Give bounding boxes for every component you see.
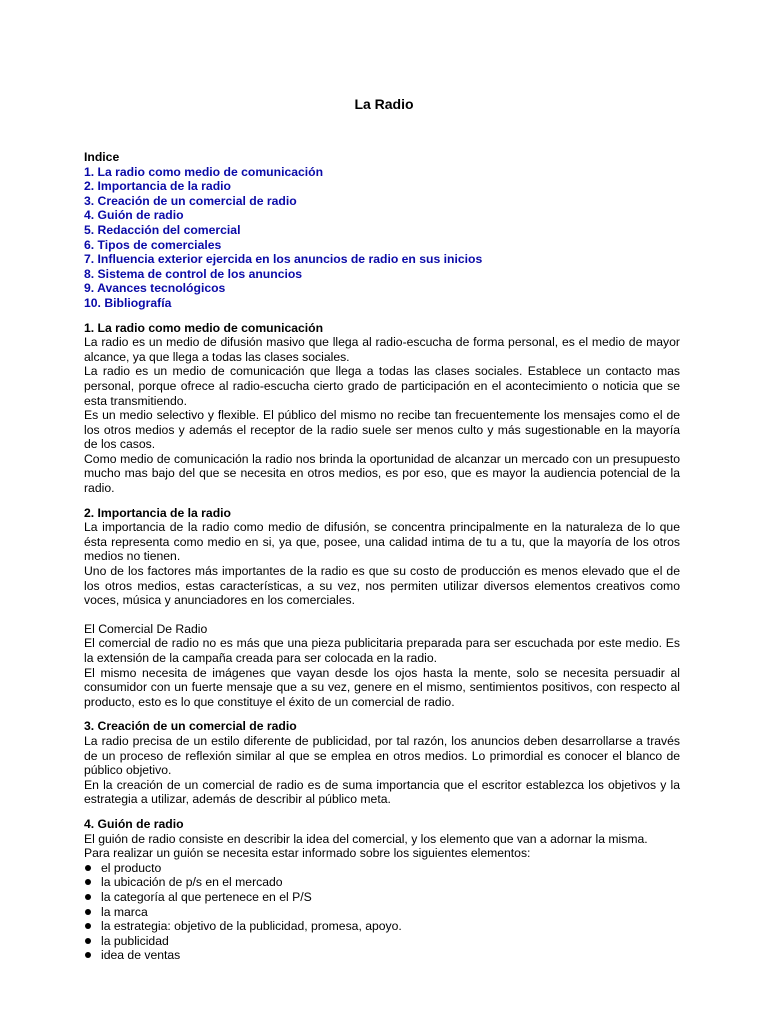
paragraph: Uno de los factores más importantes de la radio es que su costo de producción es menos elevado que el de los otros medios, estas características, a su vez, nos permiten utilizar diversos elementos creativos como voces, música y anunciadores en los comerciales. — [84, 564, 680, 608]
list-item: la marca — [84, 905, 680, 920]
section-4 — [84, 817, 680, 963]
section-2 — [84, 506, 680, 710]
list-item: la categoría al que pertenece en el P/S — [84, 890, 680, 905]
paragraph: La radio es un medio de comunicación que llega a todas las clases sociales. Establece un contacto mas personal, porque ofrece al radio-escucha cierto grado de participación en el acontecimiento o noticia que se esta transmitiendo. — [84, 364, 680, 408]
paragraph: Para realizar un guión se necesita estar informado sobre los siguientes elementos: — [84, 846, 531, 861]
paragraph: El comercial de radio no es más que una pieza publicitaria preparada para ser escuchada por este medio. Es la extensión de la campaña creada para ser colocada en la radio. — [84, 636, 680, 665]
paragraph: El guión de radio consiste en describir la idea del comercial, y los elemento que van a adornar la misma. — [84, 831, 648, 846]
bullet-list — [84, 861, 680, 963]
toc-link-6[interactable]: 6. Tipos de comerciales — [84, 237, 222, 252]
toc-link-9[interactable]: 9. Avances tecnológicos — [84, 281, 226, 296]
toc-link-4[interactable]: 4. Guión de radio — [84, 208, 184, 223]
paragraph: El mismo necesita de imágenes que vayan desde los ojos hasta la mente, solo se necesita persuadir al consumidor con un fuerte mensaje que a su vez, genere en el mismo, sentimientos positivos, con respecto al producto, esto es lo que constituye el éxito de un comercial de radio. — [84, 665, 680, 709]
list-item: la ubicación de p/s en el mercado — [84, 875, 680, 890]
toc-link-3[interactable]: 3. Creación de un comercial de radio — [84, 193, 297, 208]
subsection-heading: El Comercial De Radio — [84, 621, 208, 636]
section-1 — [84, 321, 680, 496]
paragraph: La radio precisa de un estilo diferente de publicidad, por tal razón, los anuncios deben desarrollarse a través de un proceso de reflexión similar al que se emplea en otros medios. Lo primordial es conocer el blanco de público objetivo. — [84, 733, 680, 778]
toc-link-2[interactable]: 2. Importancia de la radio — [84, 179, 231, 194]
toc-link-10[interactable]: 10. Bibliografía — [84, 295, 172, 310]
toc-link-8[interactable]: 8. Sistema de control de los anuncios — [84, 266, 303, 281]
toc-link-5[interactable]: 5. Redacción del comercial — [84, 222, 241, 237]
section-heading: 2. Importancia de la radio — [84, 505, 231, 520]
list-item: idea de ventas — [84, 948, 680, 963]
paragraph: Como medio de comunicación la radio nos brinda la oportunidad de alcanzar un mercado con un presupuesto mucho mas bajo del que se necesita en otros medios, es por eso, que es mayor la audiencia potencial de la radio. — [84, 451, 680, 496]
index-heading: Indice — [84, 150, 120, 164]
section-3 — [84, 719, 680, 807]
paragraph: En la creación de un comercial de radio es de suma importancia que el escritor establezca los objetivos y la estrategia a utilizar, además de describir al público meta. — [84, 777, 680, 807]
document-body — [84, 150, 680, 963]
section-heading: 3. Creación de un comercial de radio — [84, 719, 297, 734]
list-item: la publicidad — [84, 934, 680, 949]
list-item: el producto — [84, 861, 680, 876]
section-heading: 4. Guión de radio — [84, 816, 184, 831]
toc-link-1[interactable]: 1. La radio como medio de comunicación — [84, 164, 324, 179]
document-title: La Radio — [354, 96, 414, 112]
toc-link-7[interactable]: 7. Influencia exterior ejercida en los anuncios de radio en sus inicios — [84, 252, 483, 267]
paragraph: La radio es un medio de difusión masivo que llega al radio-escucha de forma personal, es el medio de mayor alcance, ya que llega a todas las clases sociales. — [84, 335, 680, 364]
table-of-contents — [84, 165, 680, 311]
section-heading: 1. La radio como medio de comunicación — [84, 320, 324, 335]
paragraph: La importancia de la radio como medio de difusión, se concentra principalmente en la naturaleza de lo que ésta representa como medio en si, ya que, posee, una calidad intima de tu a tu, que la mayoría de los otros medios no tienen. — [84, 520, 680, 564]
paragraph: Es un medio selectivo y flexible. El público del mismo no recibe tan frecuentemente los mensajes como el de los otros medios y además el receptor de la radio suele ser menos culto y más sugestionable en la mayoría de los casos. — [84, 408, 680, 452]
list-item: la estrategia: objetivo de la publicidad, promesa, apoyo. — [84, 919, 680, 934]
